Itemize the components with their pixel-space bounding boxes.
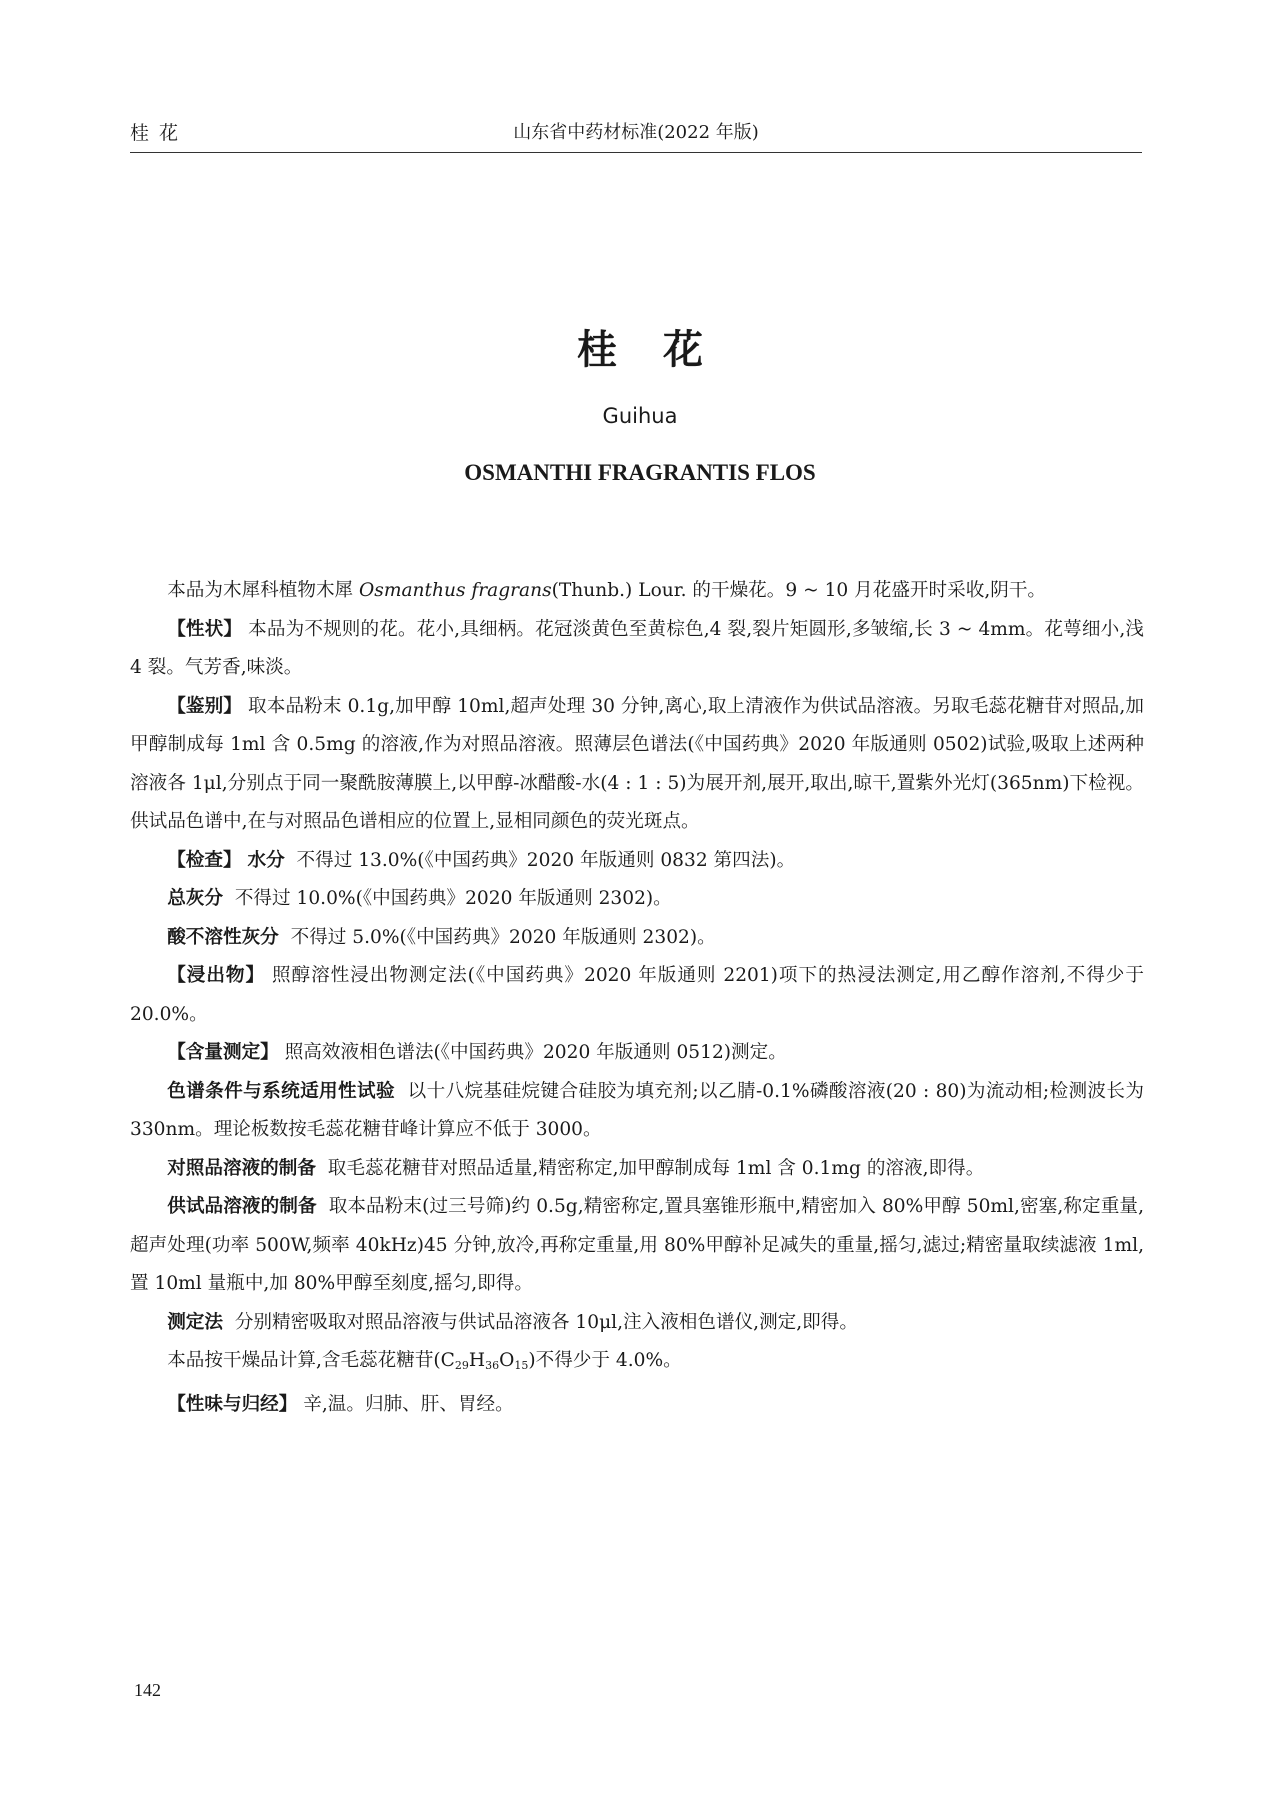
- section-sepu: [130, 1073, 1144, 1150]
- sub-label: 对照品溶液的制备: [167, 1157, 316, 1179]
- section-text: 不得过 5.0%(《中国药典》2020 年版通则 2302)。: [290, 926, 716, 948]
- sub-label: 总灰分: [167, 888, 223, 909]
- entry-latin-name: OSMANTHI FRAGRANTIS FLOS: [464, 460, 816, 485]
- section-text: 辛,温。归肺、肝、胃经。: [303, 1393, 514, 1415]
- requirement-text-end: )不得少于 4.0%。: [528, 1350, 682, 1371]
- section-text: 照高效液相色谱法(《中国药典》2020 年版通则 0512)测定。: [284, 1042, 787, 1063]
- header-book-title: 山东省中药材标准(2022 年版): [513, 122, 759, 143]
- section-text: 本品为不规则的花。花小,具细柄。花冠淡黄色至黄棕色,4 裂,裂片矩圆形,多皱缩,长 3 ~ 4mm。花萼细小,浅 4 裂。气芳香,味淡。: [130, 618, 1144, 678]
- section-label: 【鉴别】: [167, 695, 243, 717]
- section-cedingfa: [130, 1304, 1144, 1343]
- entry-title: 桂花: [577, 327, 749, 373]
- section-text: 不得过 10.0%(《中国药典》2020 年版通则 2302)。: [234, 888, 672, 909]
- monograph-body: [130, 572, 1144, 1424]
- section-suanbuhuifen: [130, 919, 1144, 958]
- formula-sub-o: 15: [514, 1359, 529, 1372]
- section-text: 取本品粉末 0.1g,加甲醇 10ml,超声处理 30 分钟,离心,取上清液作为供试品溶液。另取毛蕊花糖苷对照品,加甲醇制成每 1ml 含 0.5mg 的溶液,作为对照品溶液。照薄层色谱法(《中国药典》2020 年版通则 0502)试验,吸取上述两种溶液各 1μl,分别点于同一聚酰胺薄膜上,以甲醇-冰醋酸-水(4 : 1 : 5)为展开剂,展开,取出,晾干,置紫外光灯(365nm)下检视。供试品色谱中,在与对照品色谱相应的位置上,显相同颜色的荧光斑点。: [130, 695, 1144, 832]
- page-number: 142: [134, 1680, 161, 1700]
- section-text: 取本品粉末(过三号筛)约 0.5g,精密称定,置具塞锥形瓶中,精密加入 80%甲醇 50ml,密塞,称定重量,超声处理(功率 500W,频率 40kHz)45 分钟,放冷,再称定重量,用 80%甲醇补足减失的重量,摇匀,滤过;精密量取续滤液 1ml,置 10ml 量瓶中,加 80%甲醇至刻度,摇匀,即得。: [130, 1196, 1144, 1294]
- sub-label: 测定法: [167, 1311, 223, 1333]
- section-gongshi: [130, 1188, 1144, 1304]
- intro-text-end: (Thunb.) Lour. 的干燥花。9 ~ 10 月花盛开时采收,阴干。: [551, 580, 1047, 601]
- intro-paragraph: [130, 572, 1144, 611]
- sub-label: 供试品溶液的制备: [167, 1196, 317, 1217]
- section-xingzhuang: [130, 611, 1144, 688]
- section-label: 【性状】: [167, 618, 243, 640]
- section-label: 【检查】: [167, 849, 242, 871]
- section-label: 【含量测定】: [167, 1042, 279, 1063]
- section-hanliang: [130, 1034, 1144, 1073]
- sub-label: 酸不溶性灰分: [167, 926, 279, 948]
- section-text: 照醇溶性浸出物测定法(《中国药典》2020 年版通则 2201)项下的热浸法测定,用乙醇作溶剂,不得少于 20.0%。: [130, 965, 1144, 1025]
- section-jianbie: [130, 688, 1144, 842]
- section-xingwei: [130, 1386, 1144, 1425]
- intro-text: 本品为木犀科植物木犀: [167, 580, 360, 601]
- section-label: 【浸出物】: [167, 965, 266, 986]
- sub-label: 色谱条件与系统适用性试验: [167, 1080, 395, 1102]
- formula-o: O: [499, 1350, 515, 1371]
- section-zonghuifen: [130, 880, 1144, 919]
- section-text: 以十八烷基硅烷键合硅胶为填充剂;以乙腈-0.1%磷酸溶液(20 : 80)为流动相;检测波长为 330nm。理论板数按毛蕊花糖苷峰计算应不低于 3000。: [130, 1080, 1144, 1140]
- section-text: 不得过 13.0%(《中国药典》2020 年版通则 0832 第四法)。: [296, 849, 796, 871]
- section-duizhao: [130, 1150, 1144, 1189]
- content-requirement: [130, 1342, 1144, 1386]
- formula-sub-c: 29: [454, 1359, 469, 1372]
- entry-pinyin: Guihua: [602, 404, 678, 428]
- section-text: 分别精密吸取对照品溶液与供试品溶液各 10μl,注入液相色谱仪,测定,即得。: [234, 1311, 858, 1333]
- formula-sub-h: 36: [485, 1359, 500, 1372]
- section-label: 【性味与归经】: [167, 1393, 298, 1415]
- running-header: [130, 112, 1142, 153]
- section-text: 取毛蕊花糖苷对照品适量,精密称定,加甲醇制成每 1ml 含 0.1mg 的溶液,即得。: [327, 1157, 985, 1179]
- species-name: Osmanthus fragrans: [359, 580, 552, 601]
- header-section-name: 桂花: [130, 122, 189, 144]
- formula-h: H: [468, 1350, 486, 1371]
- requirement-text: 本品按干燥品计算,含毛蕊花糖苷(C: [167, 1350, 455, 1371]
- section-jinchuwu: [130, 957, 1144, 1034]
- sub-label: 水分: [247, 849, 285, 871]
- section-jiancha: [130, 842, 1144, 881]
